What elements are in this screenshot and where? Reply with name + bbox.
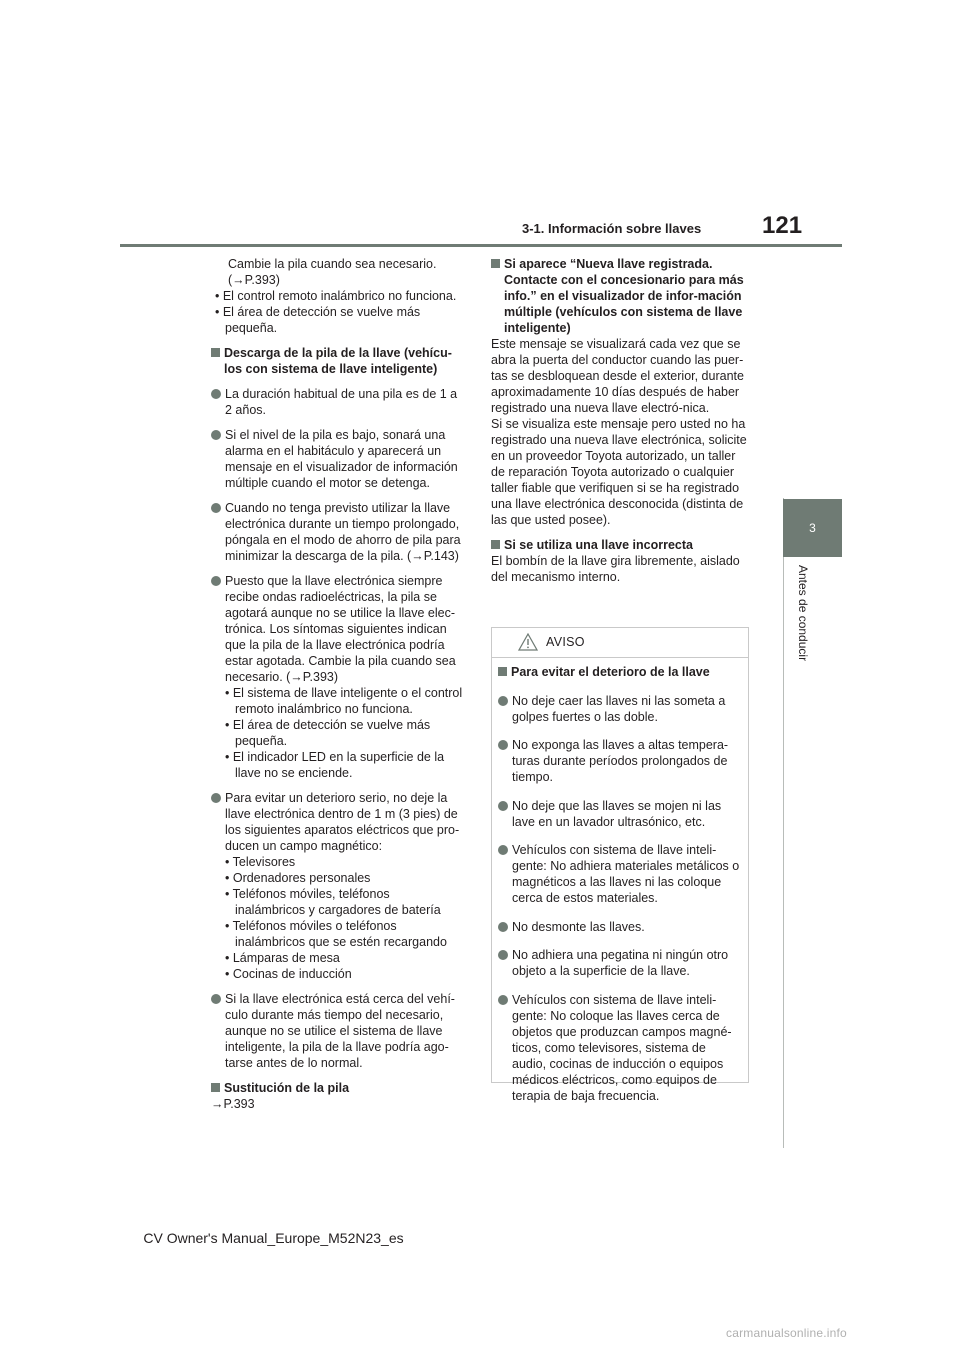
list-item: No deje que las llaves se mojen ni las lave en un lavador ultrasónico, etc. <box>498 798 742 830</box>
notice-title: AVISO <box>546 635 585 649</box>
list-item: No desmonte las llaves. <box>498 919 742 935</box>
heading-battery-discharge: Descarga de la pila de la llave (vehícu-los con sistema de llave inteligente) <box>211 345 463 377</box>
list-item: La duración habitual de una pila es de 1 a 2 años. <box>211 386 463 418</box>
circle-bullet-icon <box>211 389 221 399</box>
heading-battery-replacement: Sustitución de la pila <box>211 1080 463 1096</box>
circle-bullet-icon <box>498 950 508 960</box>
dash-item: • Ordenadores personales <box>225 871 371 885</box>
intro-line: Cambie la pila cuando sea necesario. <box>228 257 437 271</box>
page-number: 121 <box>762 212 803 239</box>
notice-box <box>491 627 749 1103</box>
notice-header <box>492 628 748 658</box>
circle-bullet-icon <box>498 995 508 1005</box>
circle-bullet-icon <box>498 922 508 932</box>
notice-heading: Para evitar el deterioro de la llave <box>498 664 742 680</box>
warning-triangle-icon <box>518 633 538 656</box>
circle-bullet-icon <box>498 845 508 855</box>
dash-item: • El sistema de llave inteligente o el control remoto inalámbrico no funciona. <box>225 686 463 716</box>
intro-dash-item: • El área de detección se vuelve más pequeña. <box>215 305 421 335</box>
circle-bullet-icon <box>211 576 221 586</box>
paragraph: El bombín de la llave gira libremente, aislado del mecanismo interno. <box>491 554 740 584</box>
notice-body <box>492 658 748 1104</box>
circle-bullet-icon <box>211 793 221 803</box>
dash-item: • Teléfonos móviles o teléfonos inalámbricos que se estén recargando <box>225 919 447 949</box>
paragraph: Si se visualiza este mensaje pero usted no ha registrado una nueva llave electrónica, solicite en un proveedor Toyota autorizado, un taller de reparación Toyota autorizado o cualquier taller fiable que verifiquen si se ha registrado una llave electrónica desconocida (distinta de las que usted posee). <box>491 417 747 527</box>
list-item: Vehículos con sistema de llave inteli-gente: No coloque las llaves cerca de objetos que produzcan campos magné-ticos, como televisores, sistema de audio, cocinas de inducción o equipos médicos eléctricos, como equipos de terapia de baja frecuencia. <box>498 992 742 1104</box>
list-item: Si la llave electrónica está cerca del vehí-culo durante más tiempo del necesario, aunque no se utilice el sistema de llave inteligente, la pila de la llave podría ago-tarse antes de lo normal. <box>211 991 463 1071</box>
intro-reference[interactable]: (→P.393) <box>228 273 280 287</box>
square-bullet-icon <box>211 1083 220 1092</box>
dash-item: • El área de detección se vuelve más pequeña. <box>225 718 431 748</box>
square-bullet-icon <box>491 259 500 268</box>
list-item: Si el nivel de la pila es bajo, sonará una alarma en el habitáculo y aparecerá un mensaje en el visualizador de información múltiple cuando el motor se detenga. <box>211 427 463 491</box>
list-item: Vehículos con sistema de llave inteli-gente: No adhiera materiales metálicos o magnéticos a las llaves ni las coloque cerca de estos materiales. <box>498 842 742 906</box>
circle-bullet-icon <box>211 503 221 513</box>
paragraph: Este mensaje se visualizará cada vez que se abra la puerta del conductor cuando las puer-tas se desbloquean desde el exterior, durante aproximadamente 10 días después de haber registrado una nueva llave electró-nica. <box>491 337 744 415</box>
list-item: No exponga las llaves a altas tempera-turas durante períodos prolongados de tiempo. <box>498 737 742 785</box>
dash-item: • Televisores <box>225 855 296 869</box>
circle-bullet-icon <box>498 696 508 706</box>
circle-bullet-icon <box>498 801 508 811</box>
header-rule <box>120 244 842 247</box>
square-bullet-icon <box>498 667 507 676</box>
page-reference-link[interactable]: →P.393 <box>211 1097 255 1111</box>
dash-item: • Teléfonos móviles, teléfonos inalámbricos y cargadores de batería <box>225 887 441 917</box>
list-item: No deje caer las llaves ni las someta a golpes fuertes o las doble. <box>498 693 742 725</box>
circle-bullet-icon <box>211 430 221 440</box>
chapter-tab[interactable]: 3 <box>783 499 842 557</box>
dash-item: • El indicador LED en la superficie de la llave no se enciende. <box>225 750 445 780</box>
left-column <box>211 256 463 1112</box>
section-title: 3-1. Información sobre llaves <box>522 221 702 236</box>
list-item: Cuando no tenga previsto utilizar la llave electrónica durante un tiempo prolongado, póngala en el modo de ahorro de pila para minimizar la descarga de la pila. (→P.143) <box>211 500 463 564</box>
chapter-label: Antes de conducir <box>796 565 810 662</box>
list-item: Para evitar un deterioro serio, no deje la llave electrónica dentro de 1 m (3 pies) de los siguientes aparatos eléctricos que pro-ducen un campo magnético: • Televisores • Ordenadores personales • Teléfonos móviles, teléfonos inalámbricos y cargadores de batería • Teléfonos móviles o teléfonos inalámbricos que se estén recargando • Lámparas de mesa • Cocinas de inducción <box>211 790 463 982</box>
manual-name: CV Owner's Manual_Europe_M52N23_es <box>143 1230 404 1246</box>
square-bullet-icon <box>491 540 500 549</box>
watermark: carmanualsonline.info <box>726 1326 847 1340</box>
right-column <box>491 256 751 585</box>
heading-new-key-message: Si aparece “Nueva llave registrada. Contacte con el concesionario para más info.” en el visualizador de infor-mación múltiple (vehículos con sistema de llave inteligente) <box>491 256 751 336</box>
circle-bullet-icon <box>211 994 221 1004</box>
square-bullet-icon <box>211 348 220 357</box>
intro-dash-item: • El control remoto inalámbrico no funciona. <box>215 289 457 303</box>
dash-item: • Lámparas de mesa <box>225 951 340 965</box>
circle-bullet-icon <box>498 740 508 750</box>
heading-wrong-key: Si se utiliza una llave incorrecta <box>491 537 751 553</box>
list-item: No adhiera una pegatina ni ningún otro objeto a la superficie de la llave. <box>498 947 742 979</box>
dash-item: • Cocinas de inducción <box>225 967 352 981</box>
list-item: Puesto que la llave electrónica siempre recibe ondas radioeléctricas, la pila se agotará aunque no se utilice la llave elec-trónica. Los síntomas siguientes indican que la pila de la llave electrónica podría estar agotada. Cambie la pila cuando sea necesario. (→P.393) • El sistema de llave inteligente o el control remoto inalámbrico no funciona. • El área de detección se vuelve más pequeña. • El indicador LED en la superficie de la llave no se enciende. <box>211 573 463 781</box>
